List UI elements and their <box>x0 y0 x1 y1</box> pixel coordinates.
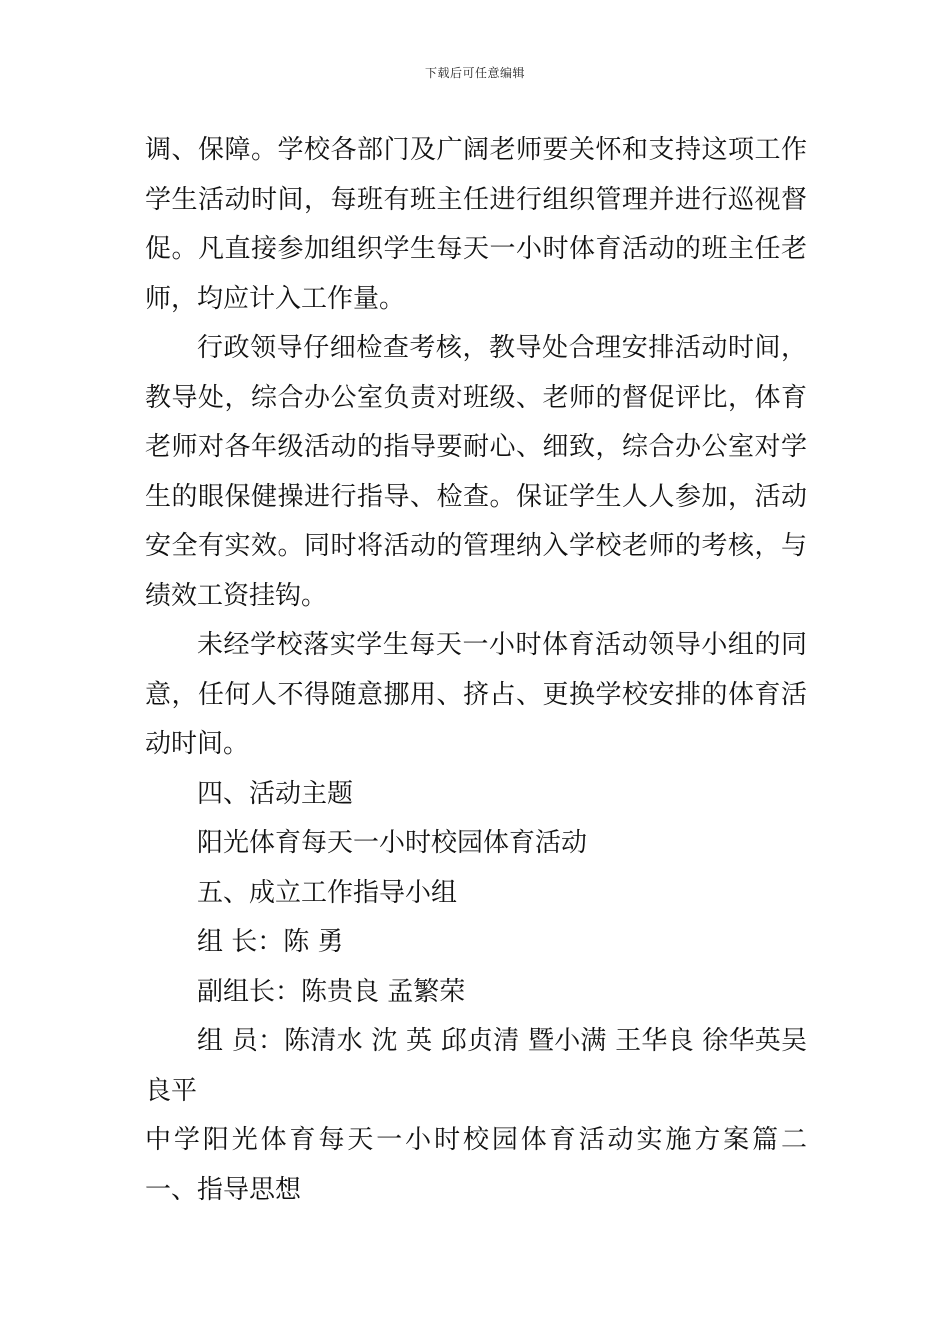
group-deputy-leaders: 副组长：陈贵良 孟繁荣 <box>197 976 466 1007</box>
group-leader: 组 长：陈 勇 <box>197 927 344 957</box>
document-title-part-two: 中学阳光体育每天一小时校园体育活动实施方案篇二 <box>145 1125 807 1155</box>
page-header: 下载后可任意编辑 <box>424 66 525 80</box>
group-members: 组 员：陈清水 沈 英 邱贞清 暨小满 王华良 徐华英吴良平 <box>145 1026 807 1106</box>
paragraph-inspection: 行政领导仔细检查考核，教导处合理安排活动时间，教导处，综合办公室负责对班级、老师的督促评比，体育老师对各年级活动的指导要耐心、细致，综合办公室对学生的眼保健操进行指导、检查。保证学生人人参加，活动安全有实效。同时将活动的管理纳入学校老师的考核，与绩效工资挂钩。 <box>145 333 807 611</box>
paragraph-support: 调、保障。学校各部门及广阔老师要关怀和支持这项工作学生活动时间，每班有班主任进行组织管理并进行巡视督促。凡直接参加组织学生每天一小时体育活动的班主任老师，均应计入工作量。 <box>145 135 807 314</box>
theme-text: 阳光体育每天一小时校园体育活动 <box>197 828 588 858</box>
document-body <box>145 126 807 1215</box>
paragraph-no-misuse: 未经学校落实学生每天一小时体育活动领导小组的同意，任何人不得随意挪用、挤占、更换学校安排的体育活动时间。 <box>145 630 807 759</box>
section-heading-theme: 四、活动主题 <box>197 778 354 809</box>
section-heading-guiding-ideology: 一、指导思想 <box>145 1174 302 1205</box>
section-heading-group: 五、成立工作指导小组 <box>197 877 458 908</box>
